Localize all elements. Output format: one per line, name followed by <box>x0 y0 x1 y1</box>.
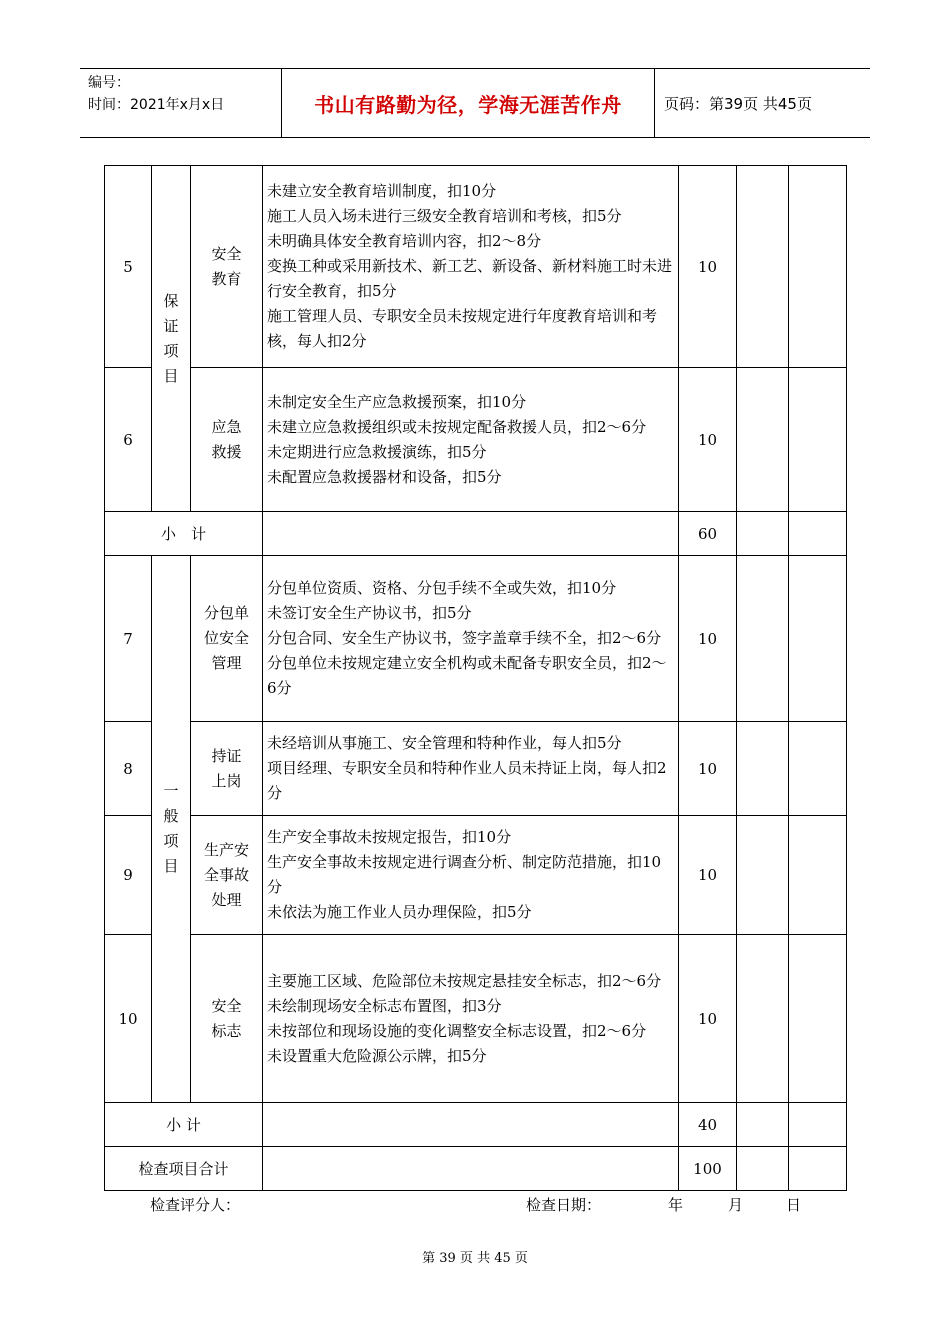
criteria-line: 分包单位资质、资格、分包手续不全或失效，扣10分 <box>267 579 617 597</box>
header-motto: 书山有路勤为径，学海无涯苦作舟 <box>282 69 655 137</box>
category-label: 保证项目 <box>163 291 179 385</box>
deducted-cell <box>737 1103 789 1147</box>
empty-cell <box>263 1147 679 1191</box>
row-number: 7 <box>105 556 152 722</box>
actual-score-cell <box>789 935 847 1103</box>
item-name: 生产安全事故处理 <box>204 840 250 909</box>
criteria-line: 未建立应急救援组织或未按规定配备救援人员，扣2～6分 <box>267 417 647 436</box>
item-name: 持证上岗 <box>211 746 242 790</box>
total-row <box>105 1147 847 1191</box>
year-label: 年 <box>668 1196 684 1214</box>
item-name: 安全教育 <box>211 244 242 288</box>
table-row <box>105 368 847 512</box>
criteria-line: 未建立安全教育培训制度，扣10分 <box>267 182 497 200</box>
criteria-line: 生产安全事故未按规定报告，扣10分 <box>267 828 512 846</box>
scorer-label: 检查评分人： <box>150 1196 241 1214</box>
page-header <box>80 68 870 138</box>
deduction-criteria <box>263 722 679 816</box>
date-label: 检查日期： <box>526 1196 602 1214</box>
deducted-cell <box>737 722 789 816</box>
empty-cell <box>263 1103 679 1147</box>
actual-score-cell <box>789 556 847 722</box>
criteria-line: 主要施工区域、危险部位未按规定悬挂安全标志，扣2～6分 <box>267 971 662 990</box>
table-row <box>105 816 847 935</box>
criteria-line: 未定期进行应急救援演练，扣5分 <box>267 442 487 461</box>
item-name: 应急救援 <box>211 417 242 461</box>
category-cell <box>152 556 191 1103</box>
total-label: 检查项目合计 <box>105 1147 263 1191</box>
item-name: 安全标志 <box>211 996 242 1040</box>
deducted-cell <box>737 166 789 368</box>
criteria-line: 项目经理、专职安全员和特种作业人员未持证上岗，每人扣2分 <box>267 759 667 802</box>
item-name-cell <box>191 935 263 1103</box>
deducted-cell <box>737 556 789 722</box>
page-footer: 第 39 页 共 45 页 <box>422 1251 528 1266</box>
row-number: 6 <box>105 368 152 512</box>
deducted-cell <box>737 1147 789 1191</box>
actual-score-cell <box>789 722 847 816</box>
day-label: 日 <box>786 1196 802 1214</box>
deduction-criteria <box>263 556 679 722</box>
item-name: 分包单位安全管理 <box>204 604 250 672</box>
score-cell: 10 <box>679 935 737 1103</box>
item-name-cell <box>191 722 263 816</box>
criteria-line: 分包单位未按规定建立安全机构或未配备专职安全员，扣2～6分 <box>267 654 667 697</box>
item-name-cell <box>191 556 263 722</box>
subtotal-row <box>105 1103 847 1147</box>
score-cell: 10 <box>679 816 737 935</box>
criteria-line: 变换工种或采用新技术、新工艺、新设备、新材料施工时未进行安全教育，扣5分 <box>267 257 673 300</box>
criteria-line: 未按部位和现场设施的变化调整安全标志设置，扣2～6分 <box>267 1021 647 1040</box>
criteria-line: 未设置重大危险源公示牌，扣5分 <box>267 1046 487 1065</box>
deduction-criteria <box>263 816 679 935</box>
inspection-table <box>104 165 847 1191</box>
subtotal-row <box>105 512 847 556</box>
criteria-line: 未制定安全生产应急救援预案，扣10分 <box>267 392 527 411</box>
item-name-cell <box>191 368 263 512</box>
score-cell: 10 <box>679 556 737 722</box>
score-cell: 10 <box>679 166 737 368</box>
actual-score-cell <box>789 166 847 368</box>
criteria-line: 未签订安全生产协议书，扣5分 <box>267 604 472 622</box>
actual-score-cell <box>789 368 847 512</box>
deduction-criteria <box>263 166 679 368</box>
subtotal-score: 40 <box>679 1103 737 1147</box>
row-number: 5 <box>105 166 152 368</box>
header-meta <box>80 69 282 137</box>
number-label: 编号： <box>88 75 130 91</box>
item-name-cell <box>191 166 263 368</box>
table-row <box>105 166 847 368</box>
page-indicator: 页码：第39页 共45页 <box>664 94 812 113</box>
criteria-line: 施工管理人员、专职安全员未按规定进行年度教育培训和考核，每人扣2分 <box>267 307 658 350</box>
subtotal-label: 小 计 <box>105 512 263 556</box>
table-row <box>105 556 847 722</box>
criteria-line: 分包合同、安全生产协议书，签字盖章手续不全，扣2～6分 <box>267 629 662 647</box>
table-row <box>105 722 847 816</box>
category-label: 一般项目 <box>163 782 179 875</box>
criteria-line: 未经培训从事施工、安全管理和特种作业，每人扣5分 <box>267 734 622 752</box>
deducted-cell <box>737 935 789 1103</box>
row-number: 8 <box>105 722 152 816</box>
criteria-line: 未依法为施工作业人员办理保险，扣5分 <box>267 903 532 921</box>
actual-score-cell <box>789 816 847 935</box>
row-number: 9 <box>105 816 152 935</box>
criteria-line: 生产安全事故未按规定进行调查分析、制定防范措施，扣10分 <box>267 853 662 896</box>
deduction-criteria <box>263 368 679 512</box>
criteria-line: 施工人员入场未进行三级安全教育培训和考核，扣5分 <box>267 207 622 225</box>
criteria-line: 未配置应急救援器材和设备，扣5分 <box>267 467 502 486</box>
deduction-criteria <box>263 935 679 1103</box>
row-number: 10 <box>105 935 152 1103</box>
deducted-cell <box>737 816 789 935</box>
score-cell: 10 <box>679 368 737 512</box>
subtotal-label: 小 计 <box>105 1103 263 1147</box>
category-cell <box>152 166 191 512</box>
table-row <box>105 935 847 1103</box>
month-label: 月 <box>728 1196 744 1214</box>
deducted-cell <box>737 368 789 512</box>
criteria-line: 未明确具体安全教育培训内容，扣2～8分 <box>267 232 542 250</box>
actual-score-cell <box>789 512 847 556</box>
time-label: 时间：2021年x月x日 <box>88 97 225 113</box>
empty-cell <box>263 512 679 556</box>
item-name-cell <box>191 816 263 935</box>
deducted-cell <box>737 512 789 556</box>
actual-score-cell <box>789 1147 847 1191</box>
score-cell: 10 <box>679 722 737 816</box>
subtotal-score: 60 <box>679 512 737 556</box>
total-score: 100 <box>679 1147 737 1191</box>
actual-score-cell <box>789 1103 847 1147</box>
criteria-line: 未绘制现场安全标志布置图，扣3分 <box>267 996 502 1015</box>
